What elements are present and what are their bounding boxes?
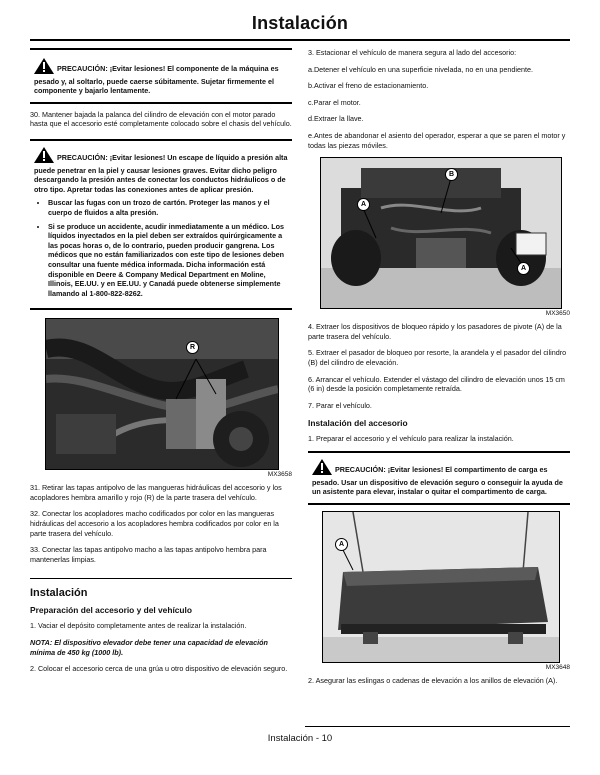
- photo-caption-mx3648: MX3648: [545, 663, 570, 671]
- callout-a: A: [357, 198, 370, 211]
- step-5: 5. Extraer el pasador de bloqueo por resorte, la arandela y el pasador del cilindro (B) del cilindro de elevación.: [308, 348, 567, 367]
- step-32: 32. Conectar los acopladores macho codificados por color en las mangueras hidráulicas del accesorio a los acopladores hembra codificados por color en la parte trasera del vehículo.: [30, 509, 279, 538]
- step-3a: a.Detener el vehículo en una superficie nivelada, no en una pendiente.: [308, 64, 533, 74]
- callout-a: A: [335, 538, 348, 551]
- photo-cargo-box-illustration: [323, 512, 559, 662]
- caution-bullet: • Si se produce un accidente, acudir inmediatamente a un médico. Los líquidos inyectados en la piel deben ser extraídos quirúrgicamente a las pocas horas o, de lo contrario, pueden producir gangrena. Los médicos que no están familiarizados con este tipo de lesiones deben consultar una fuente médica informada. Dicha información está disponible en Deere & Company Medical Department en Moline, Illinois, EE.UU. y en EE.UU. y Canadá puede obtenerse simplemente llamando al 1-800-822-8262.: [48, 222, 288, 299]
- left-column: [30, 48, 292, 681]
- step-3e: e.Antes de abandonar el asiento del operador, esperar a que se paren el motor y todas las piezas móviles.: [308, 130, 566, 150]
- warning-triangle-icon: [34, 58, 54, 77]
- prep-step-2: 2. Colocar el accesorio cerca de una grúa u otro dispositivo de elevación seguro.: [30, 664, 288, 674]
- step-31: 31. Retirar las tapas antipolvo de las mangueras hidráulicas del accesorio y los acopladores hembra amarillo y rojo (R) de la parte trasera del vehículo.: [30, 483, 282, 502]
- callout-b: B: [445, 168, 458, 181]
- caution-bullet-list: [34, 198, 288, 298]
- subsection-title-instalacion: Instalación del accesorio: [308, 418, 408, 429]
- subsection-title-preparacion: Preparación del accesorio y del vehículo: [30, 605, 192, 616]
- photo-caption-mx3650: MX3650: [545, 310, 570, 318]
- warning-triangle-icon: [312, 459, 332, 478]
- section-title: Instalación: [30, 587, 88, 600]
- right-column: [308, 48, 570, 692]
- photo-hydraulic-couplers: [45, 318, 279, 470]
- note-lift-capacity: NOTA: El dispositivo elevador debe tener una capacidad de elevación mínima de 450 kg (1000 lb).: [30, 638, 268, 657]
- photo-cargo-box: [322, 511, 560, 663]
- step-3c: c.Parar el motor.: [308, 97, 361, 107]
- install-step-2: 2. Asegurar las eslingas o cadenas de elevación a los anillos de elevación (A).: [308, 675, 558, 685]
- callout-r: R: [186, 341, 199, 354]
- caution-box-2: [30, 139, 292, 310]
- caution-text-1: PRECAUCIÓN: ¡Evitar lesiones! El componente de la máquina es pesado y, al soltarlo, puede caerse súbitamente. Sujetar firmemente el componente y bajarlo lentamente.: [34, 64, 279, 96]
- callout-a: A: [517, 262, 530, 275]
- section-rule: [30, 578, 292, 579]
- install-step-1: 1. Preparar el accesorio y el vehículo para realizar la instalación.: [308, 434, 514, 444]
- caution-box-3: [308, 451, 570, 505]
- photo-caption-mx3658: MX3658: [267, 471, 292, 479]
- step-3b: b.Activar el freno de estacionamiento.: [308, 81, 429, 91]
- photo-vehicle-rear-illustration: [321, 158, 561, 308]
- step-30: 30. Mantener bajada la palanca del cilindro de elevación con el motor parado hasta que el accesorio esté completamente colocado sobre el chasis del vehículo.: [30, 109, 292, 129]
- step-33: 33. Conectar las tapas antipolvo macho a las tapas antipolvo hembra para mantenerlas limpias.: [30, 545, 267, 564]
- step-7: 7. Parar el vehículo.: [308, 400, 372, 410]
- step-3: 3. Estacionar el vehículo de manera segura al lado del accesorio:: [308, 48, 517, 57]
- step-4: 4. Extraer los dispositivos de bloqueo rápido y los pasadores de pivote (A) de la parte trasera del vehículo.: [308, 322, 562, 341]
- caution-bullet: • Buscar las fugas con un trozo de cartón. Proteger las manos y el cuerpo de fluidos a alta presión.: [48, 198, 288, 217]
- page-title: Instalación: [251, 13, 349, 33]
- caution-text-2: PRECAUCIÓN: ¡Evitar lesiones! Un escape de líquido a presión alta puede penetrar en la piel y causar lesiones graves. Evitar dicho peligro descargando la presión antes de conectar los conductos hidráulicos o de otro tipo. Apretar todas las conexiones antes de aplicar presión.: [34, 152, 288, 194]
- step-3d: d.Extraer la llave.: [308, 114, 364, 124]
- prep-step-1: 1. Vaciar el depósito completamente antes de realizar la instalación.: [30, 621, 247, 631]
- photo-hydraulic-couplers-illustration: [46, 319, 278, 469]
- photo-vehicle-rear: [320, 157, 562, 309]
- caution-box-1: [30, 48, 292, 104]
- warning-triangle-icon: [34, 147, 54, 166]
- header-rule: [30, 39, 570, 41]
- caution-text-3: PRECAUCIÓN: ¡Evitar lesiones! El compartimento de carga es pesado. Usar un dispositivo de elevación seguro o conseguir la ayuda de un asistente para elevar, instalar o quitar el compartimento de carga.: [312, 464, 563, 497]
- step-6: 6. Arrancar el vehículo. Extender el vástago del cilindro de elevación unos 15 cm (6 in) desde la posición completamente retraída.: [308, 374, 565, 394]
- footer-rule: [305, 726, 570, 727]
- page-footer: Instalación - 10: [267, 733, 333, 744]
